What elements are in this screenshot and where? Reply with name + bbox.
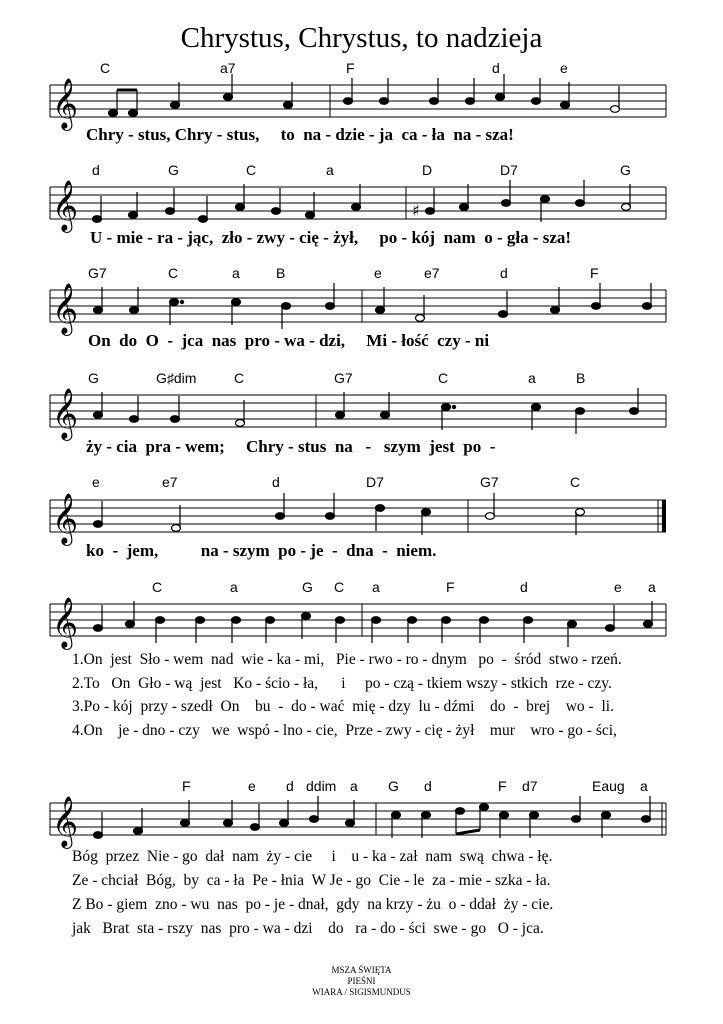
chord: C <box>152 579 163 595</box>
music-staff <box>50 796 670 856</box>
chord: a <box>372 579 380 595</box>
verse-line-2: Ze - chciał Bóg, by ca - ła Pe - łnia W Je - go Cie - le za - mie - szka - ła. <box>72 872 551 889</box>
chord: a <box>648 579 656 595</box>
treble-clef-icon: 𝄞 <box>52 597 79 648</box>
chord: d <box>520 579 528 595</box>
staff-notation <box>50 796 670 856</box>
chord: d <box>424 778 432 794</box>
chord: e <box>248 778 256 794</box>
lyrics-line: Chry - stus, Chry - stus, to na - dzie - ja ca - ła na - sza! <box>86 125 514 144</box>
chord: G7 <box>480 474 499 490</box>
song-title: Chrystus, Chrystus, to nadzieja <box>180 22 543 54</box>
chord: C <box>246 162 257 178</box>
chord: a <box>350 778 358 794</box>
chord: G <box>302 579 313 595</box>
chord: D <box>422 162 433 178</box>
chord: F <box>590 265 599 281</box>
treble-clef-icon: 𝄞 <box>52 796 79 847</box>
chord: C <box>168 265 179 281</box>
chord: B <box>576 370 586 386</box>
chord: G7 <box>334 370 353 386</box>
chord: d <box>286 778 294 794</box>
verse-line-1: Bóg przez Nie - go dał nam ży - cie i u - ka - zał nam swą chwa - łę. <box>72 848 553 865</box>
chord: e <box>614 579 622 595</box>
music-staff <box>50 597 670 657</box>
chord: F <box>446 579 455 595</box>
verse-line-2: 2.To On Gło - wą jest Ko - ścio - ła, i po - czą - tkiem wszy - stkich rze - czy. <box>72 675 612 692</box>
treble-clef-icon: 𝄞 <box>52 180 79 231</box>
chord: a <box>230 579 238 595</box>
chord: a <box>232 265 240 281</box>
chord: B <box>276 265 286 281</box>
chord: d <box>272 474 280 490</box>
chord: F <box>182 778 191 794</box>
chord: D7 <box>500 162 518 178</box>
treble-clef-icon: 𝄞 <box>52 493 79 544</box>
chord: e7 <box>424 265 440 281</box>
staff-notation <box>50 597 670 657</box>
chord: a7 <box>220 60 236 76</box>
chord: a <box>640 778 648 794</box>
footer <box>0 965 723 998</box>
chord: G7 <box>88 265 107 281</box>
chord: F <box>498 778 507 794</box>
chord: G <box>168 162 179 178</box>
footer-line: WIARA / SIGISMUNDUS <box>312 987 411 997</box>
chord: d <box>492 60 500 76</box>
lyrics-line: U - mie - ra - jąc, zło - zwy - cię - żył, po - kój nam o - gła - sza! <box>90 228 572 247</box>
chord: C <box>234 370 245 386</box>
chord: G <box>620 162 631 178</box>
chord: C <box>570 474 581 490</box>
final-barline <box>662 500 666 532</box>
chord: D7 <box>366 474 384 490</box>
treble-clef-icon: 𝄞 <box>52 78 79 129</box>
chord: C <box>100 60 111 76</box>
verse-line-4: jak Brat sta - rszy nas pro - wa - dzi do ra - do - ści swe - go O - jca. <box>72 920 544 937</box>
chord: C <box>438 370 449 386</box>
lyrics-line: ży - cia pra - wem; Chry - stus na - szym jest po - <box>86 437 496 456</box>
chord: Eaug <box>592 778 625 794</box>
chord: G <box>88 370 99 386</box>
chord: e <box>92 474 100 490</box>
treble-clef-icon: 𝄞 <box>52 283 79 334</box>
verse-line-3: 3.Po - kój przy - szedł On bu - do - wać mię - dzy lu - dźmi do - brej wo - li. <box>72 698 614 715</box>
chord: G♯dim <box>156 370 197 386</box>
chord: a <box>326 162 334 178</box>
lyrics-line: ko - jem, na - szym po - je - dna - niem. <box>86 541 437 560</box>
footer-line: MSZA ŚWIĘTA <box>331 965 392 975</box>
chord: G <box>388 778 399 794</box>
sharp-icon: ♯ <box>412 201 420 220</box>
verse-line-1: 1.On jest Sło - wem nad wie - ka - mi, Pie - rwo - ro - dnym po - śród stwo - rzeń. <box>72 651 622 668</box>
chord: a <box>528 370 536 386</box>
chord: ddim <box>306 778 337 794</box>
footer-line: PIEŚNI <box>347 976 376 986</box>
lyrics-line: On do O - jca nas pro - wa - dzi, Mi - łość czy - ni <box>88 331 490 350</box>
chord: d7 <box>522 778 538 794</box>
treble-clef-icon: 𝄞 <box>52 388 79 439</box>
chord: e7 <box>162 474 178 490</box>
chord: e <box>560 60 568 76</box>
chord: F <box>346 60 355 76</box>
verse-line-4: 4.On je - dno - czy we wspó - lno - cie, Prze - zwy - cię - żył mur wro - go - ści, <box>72 722 617 739</box>
chord: d <box>92 162 100 178</box>
verse-line-3: Z Bo - giem zno - wu nas po - je - dnał, gdy na krzy - żu o - ddał ży - cie. <box>72 896 554 913</box>
chord: C <box>334 579 345 595</box>
chord: e <box>374 265 382 281</box>
chord: d <box>500 265 508 281</box>
